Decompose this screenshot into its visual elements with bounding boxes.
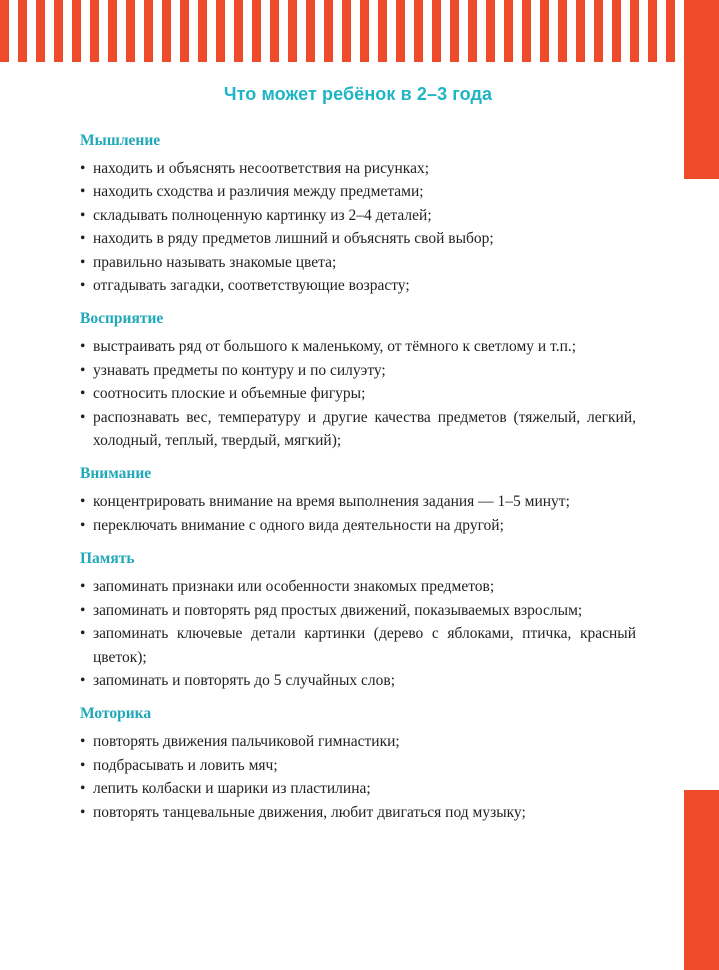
list-item: [80, 157, 636, 180]
list-item: [80, 622, 636, 669]
section-heading: Моторика: [80, 705, 152, 723]
list-item: [80, 575, 636, 598]
section-heading: Память: [80, 550, 135, 568]
list-item: [80, 227, 636, 250]
page-content: [80, 76, 636, 836]
item-list: [80, 490, 636, 537]
bullet-icon: •: [80, 230, 86, 248]
bullet-icon: •: [80, 516, 86, 534]
list-item: [80, 359, 636, 382]
bullet-icon: •: [80, 756, 86, 774]
item-list: [80, 335, 636, 452]
bullet-icon: •: [80, 206, 86, 224]
item-text: отгадывать загадки, соответствующие возрасту;: [93, 277, 410, 295]
list-item: [80, 180, 636, 203]
item-text: повторять движения пальчиковой гимнастики;: [93, 733, 400, 751]
bullet-icon: •: [80, 493, 86, 511]
item-text: запоминать ключевые детали картинки (дерево с яблоками, птичка, красный цветок);: [93, 625, 636, 666]
item-text: запоминать и повторять ряд простых движений, показываемых взрослым;: [93, 601, 583, 619]
bullet-icon: •: [80, 338, 86, 356]
item-text: правильно называть знакомые цвета;: [93, 253, 337, 271]
section-perception: [80, 309, 636, 452]
item-text: находить сходства и различия между предметами;: [93, 183, 424, 201]
item-text: подбрасывать и ловить мяч;: [93, 756, 278, 774]
bullet-icon: •: [80, 183, 86, 201]
bullet-icon: •: [80, 733, 86, 751]
decorative-side-bar-top: [684, 0, 719, 179]
item-text: распознавать вес, температуру и другие качества предметов (тяжелый, легкий, холодный, теплый, твердый, мягкий);: [93, 408, 636, 450]
list-item: [80, 801, 636, 824]
bullet-icon: •: [80, 385, 86, 403]
bullet-icon: •: [80, 671, 86, 689]
list-item: [80, 777, 636, 800]
list-item: [80, 406, 636, 453]
bullet-icon: •: [80, 277, 86, 295]
page-title: Что может ребёнок в 2–3 года: [223, 84, 493, 104]
item-text: выстраивать ряд от большого к маленькому, от тёмного к светлому и т.п.;: [93, 338, 577, 356]
decorative-stripes: [0, 0, 683, 62]
item-text: переключать внимание с одного вида деятельности на другой;: [93, 516, 504, 534]
bullet-icon: •: [80, 625, 86, 643]
list-item: [80, 669, 636, 692]
item-text: находить в ряду предметов лишний и объяснять свой выбор;: [93, 230, 494, 248]
list-item: [80, 599, 636, 622]
list-item: [80, 514, 636, 537]
list-item: [80, 335, 636, 358]
bullet-icon: •: [80, 780, 86, 798]
section-heading: Мышление: [80, 132, 161, 149]
list-item: [80, 204, 636, 227]
item-list: [80, 157, 636, 297]
section-heading: Внимание: [80, 465, 152, 483]
section-motor-skills: [80, 704, 636, 824]
item-text: складывать полноценную картинку из 2–4 деталей;: [93, 206, 432, 224]
list-item: [80, 251, 636, 274]
list-item: [80, 754, 636, 777]
bullet-icon: •: [80, 408, 86, 426]
item-text: соотносить плоские и объемные фигуры;: [93, 385, 366, 403]
bullet-icon: •: [80, 578, 86, 596]
bullet-icon: •: [80, 253, 86, 271]
item-text: повторять танцевальные движения, любит двигаться под музыку;: [93, 803, 526, 821]
section-heading: Восприятие: [80, 310, 164, 328]
bullet-icon: •: [80, 361, 86, 379]
list-item: [80, 382, 636, 405]
list-item: [80, 274, 636, 297]
section-attention: [80, 464, 636, 537]
item-text: лепить колбаски и шарики из пластилина;: [93, 780, 371, 798]
bullet-icon: •: [80, 160, 86, 177]
item-list: [80, 730, 636, 824]
decorative-side-bar-bottom: [684, 790, 719, 970]
item-text: концентрировать внимание на время выполнения задания — 1–5 минут;: [93, 493, 570, 511]
section-thinking: [80, 131, 636, 297]
item-text: узнавать предметы по контуру и по силуэту;: [93, 361, 386, 379]
list-item: [80, 490, 636, 513]
section-memory: [80, 549, 636, 692]
list-item: [80, 730, 636, 753]
item-text: запоминать признаки или особенности знакомых предметов;: [93, 578, 495, 596]
item-list: [80, 575, 636, 692]
bullet-icon: •: [80, 601, 86, 619]
item-text: находить и объяснять несоответствия на рисунках;: [93, 160, 430, 177]
item-text: запоминать и повторять до 5 случайных слов;: [93, 671, 396, 689]
bullet-icon: •: [80, 803, 86, 821]
